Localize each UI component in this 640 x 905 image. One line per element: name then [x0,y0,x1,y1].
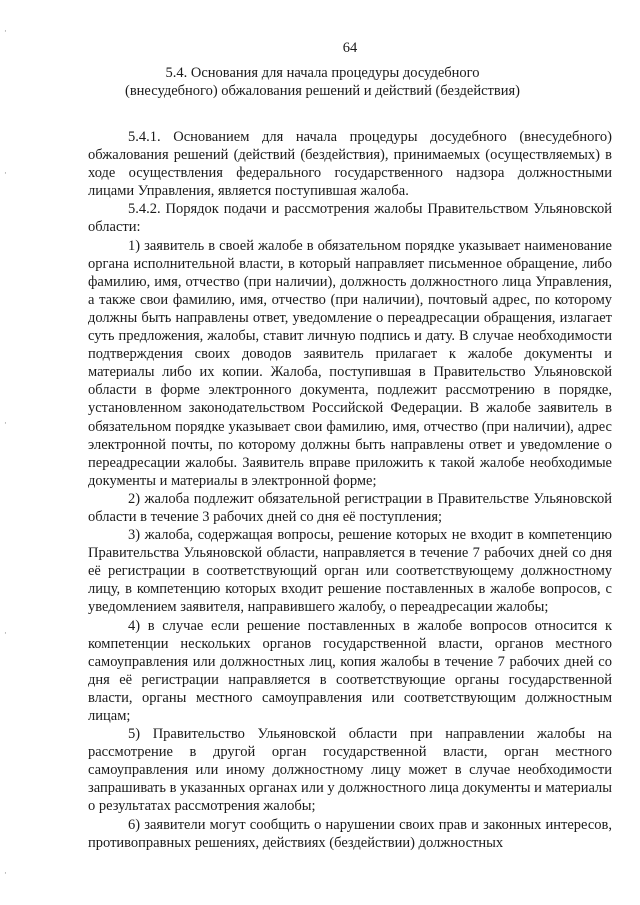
document-body [88,128,612,852]
list-item-3: 3) жалоба, содержащая вопросы, решение которых не входит в компетенцию Правительства Ульяновской области, направляется в течение 7 рабочих дней со дня её регистрации в соответствующий орган или соответствующему должностному лицу, в компетенцию которых входит решение поставленных в жалобе вопросов, с уведомлением заявителя, направившего жалобу, о переадресации жалобы; [88,527,612,616]
list-item-1: 1) заявитель в своей жалобе в обязательном порядке указывает наименование органа исполнительной власти, в который направляет письменное обращение, либо фамилию, имя, отчество (при наличии), должность должностного лица Управления, а также свои фамилию, имя, отчество (при наличии), почтовый адрес, по которому должны быть направлены ответ, уведомление о переадресации обращения, излагает суть предложения, жалобы, ставит личную подпись и дату. В случае необходимости подтверждения своих доводов заявитель прилагает к жалобе документы и материалы либо их копии. Жалоба, поступившая в Правительство Ульяновской области в форме электронного документа, подлежит рассмотрению в порядке, установленном законодательством Российской Федерации. В жалобе заявитель в обязательном порядке указывает свои фамилию, имя, отчество (при наличии), адрес электронной почты, по которому должны быть направлены ответ и уведомление о переадресации жалобы. Заявитель вправе приложить к такой жалобе необходимые документы и материалы в электронной форме; [88,237,612,489]
list-item-4: 4) в случае если решение поставленных в жалобе вопросов относится к компетенции нескольких органов государственной власти, органов местного самоуправления или должностных лиц, копия жалобы в течение 7 рабочих дней со дня её регистрации направляется в соответствующие органы государственной власти, органы местного самоуправления или соответствующим должностным лицам; [88,617,612,724]
section-title-line: 5.4. Основания для начала процедуры досудебного [165,65,480,81]
margin-mark: · [4,27,7,37]
margin-mark: · [4,869,7,879]
page-number: 64 [342,40,358,56]
margin-mark: · [4,629,7,639]
margin-mark: · [4,169,7,179]
paragraph-5-4-2: 5.4.2. Порядок подачи и рассмотрения жалобы Правительством Ульяновской области: [88,201,612,236]
list-item-2: 2) жалоба подлежит обязательной регистрации в Правительстве Ульяновской области в течение 3 рабочих дней со дня её поступления; [88,490,612,525]
section-title [95,64,550,100]
margin-mark: · [4,419,7,429]
paragraph-5-4-1: 5.4.1. Основанием для начала процедуры досудебного (внесудебного) обжалования решений (действий (бездействия), принимаемых (осуществляемых) в ходе осуществления федерального государственного надзора должностными лицами Управления, является поступившая жалоба. [88,129,612,200]
section-title-line: (внесудебного) обжалования решений и действий (бездействия) [125,83,520,99]
list-item-6: 6) заявители могут сообщить о нарушении своих прав и законных интересов, противоправных решениях, действиях (бездействии) должностных [88,816,612,851]
list-item-5: 5) Правительство Ульяновской области при направлении жалобы на рассмотрение в другой орган государственной власти, орган местного самоуправления или иному должностному лицу может в случае необходимости запрашивать в указанных органах или у должностного лица документы и материалы о результатах рассмотрения жалобы; [88,726,612,815]
